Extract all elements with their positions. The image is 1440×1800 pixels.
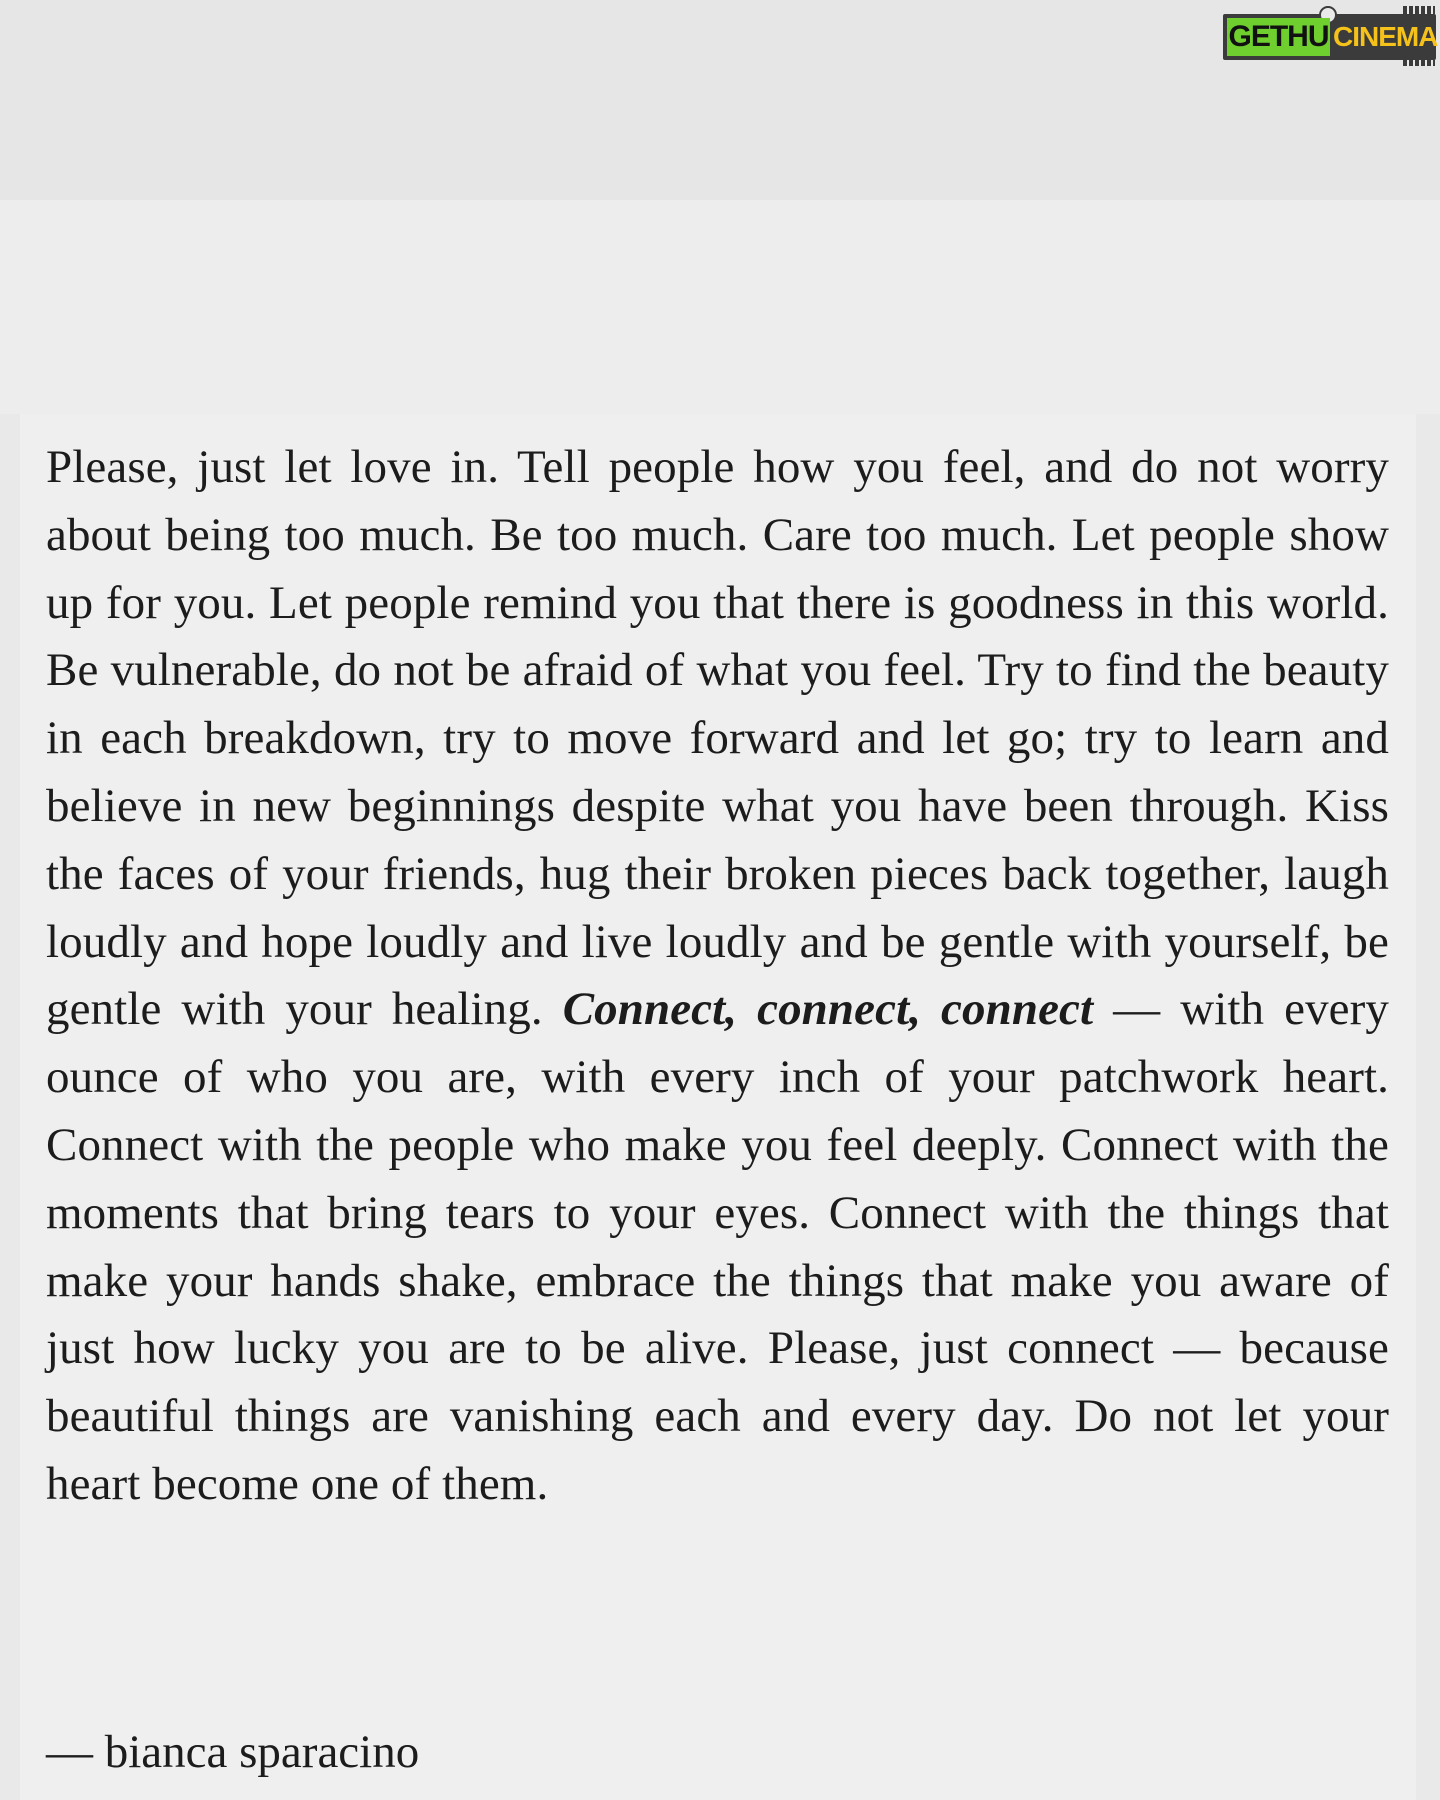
quote-attribution: — bianca sparacino [46, 1726, 420, 1778]
logo-text-gethu: GETHU [1227, 18, 1330, 56]
quote-page [20, 414, 1416, 1800]
quote-text-after: — with every ounce of who you are, with every inch of your patchwork heart. Connect with the people who make you feel deeply. Connect with the moments that bring tears to your eyes. Connect with the things that make your hands shake, embrace the things that make you aware of just how lucky you are to be alive. Please, just connect — because beautiful things are vanishing each and every day. Do not let your heart become one of them. [46, 983, 1389, 1510]
middle-background [0, 200, 1440, 414]
quote-passage [46, 434, 1389, 1519]
film-strip-icon [1403, 6, 1435, 14]
film-strip-bottom-icon [1403, 60, 1435, 66]
quote-emphasis: Connect, connect, connect [562, 983, 1094, 1036]
logo-text-cinema: CINEMA [1333, 21, 1438, 52]
gethu-cinema-logo [1223, 6, 1436, 64]
quote-text-before: Please, just let love in. Tell people how you feel, and do not worry about being too much. Be too much. Care too much. Let people show up for you. Let people remind you that there is goodness in this world. Be vulnerable, do not be afraid of what you feel. Try to find the beauty in each breakdown, try to move forward and let go; try to learn and believe in new beginnings despite what you have been through. Kiss the faces of your friends, hug their broken pieces back together, laugh loudly and hope loudly and live loudly and be gentle with yourself, be gentle with your healing. [46, 441, 1389, 1036]
